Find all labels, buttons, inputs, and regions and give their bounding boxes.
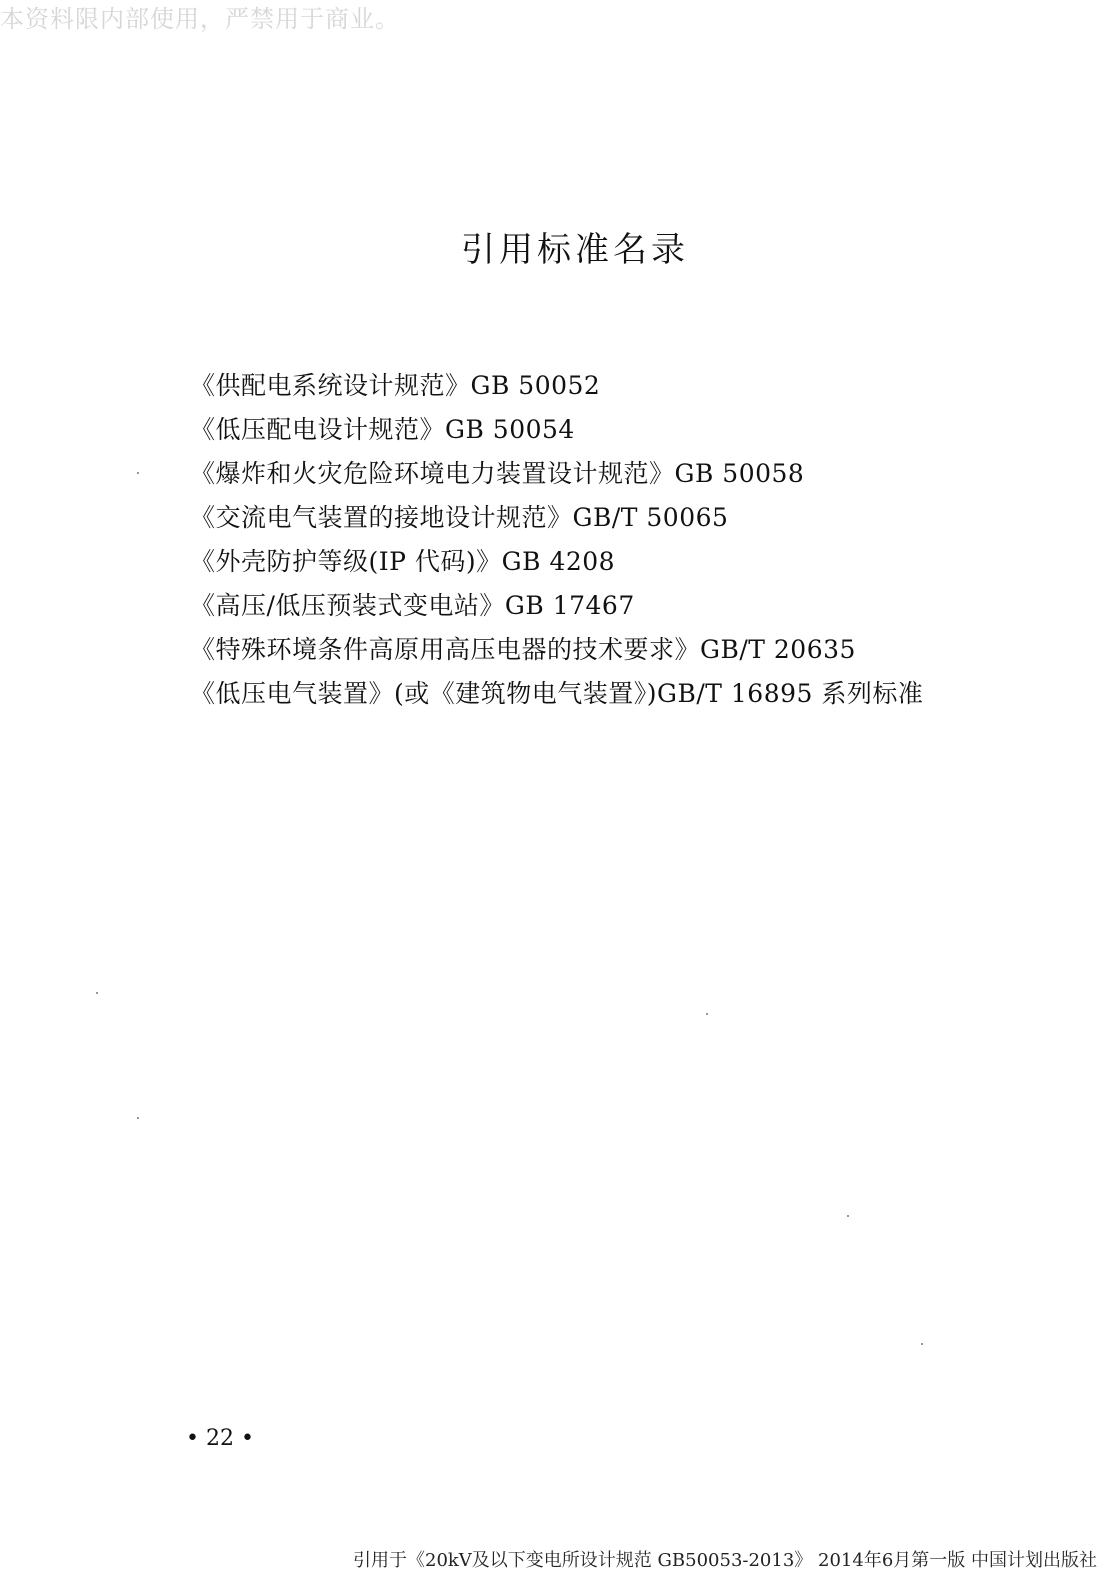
reference-item: 《爆炸和火灾危险环境电力装置设计规范》GB 50058 [190,459,805,488]
scan-speck [137,472,139,474]
reference-item: 《外壳防护等级(IP 代码)》GB 4208 [190,547,616,576]
reference-item: 《高压/低压预装式变电站》GB 17467 [190,591,635,620]
page-number: • 22 • [186,1426,254,1451]
reference-item: 《低压电气装置》(或《建筑物电气装置》)GB/T 16895 系列标准 [190,679,924,708]
scan-speck [706,1013,708,1015]
page-title: 引用标准名录 [461,230,689,270]
scan-speck [847,1215,849,1217]
reference-item: 《特殊环境条件高原用高压电器的技术要求》GB/T 20635 [190,635,856,664]
watermark-text: 本资料限内部使用，严禁用于商业。 [0,5,400,33]
reference-item: 《低压配电设计规范》GB 50054 [190,415,575,444]
scan-speck [921,1343,923,1345]
reference-item: 《供配电系统设计规范》GB 50052 [190,371,601,400]
reference-item: 《交流电气装置的接地设计规范》GB/T 50065 [190,503,729,532]
scan-speck [137,1117,139,1119]
reference-list [190,364,923,716]
source-footer: 引用于《20kV及以下变电所设计规范 GB50053-2013》 2014年6月第一版 中国计划出版社 [353,1550,1097,1571]
scan-speck [96,992,98,994]
